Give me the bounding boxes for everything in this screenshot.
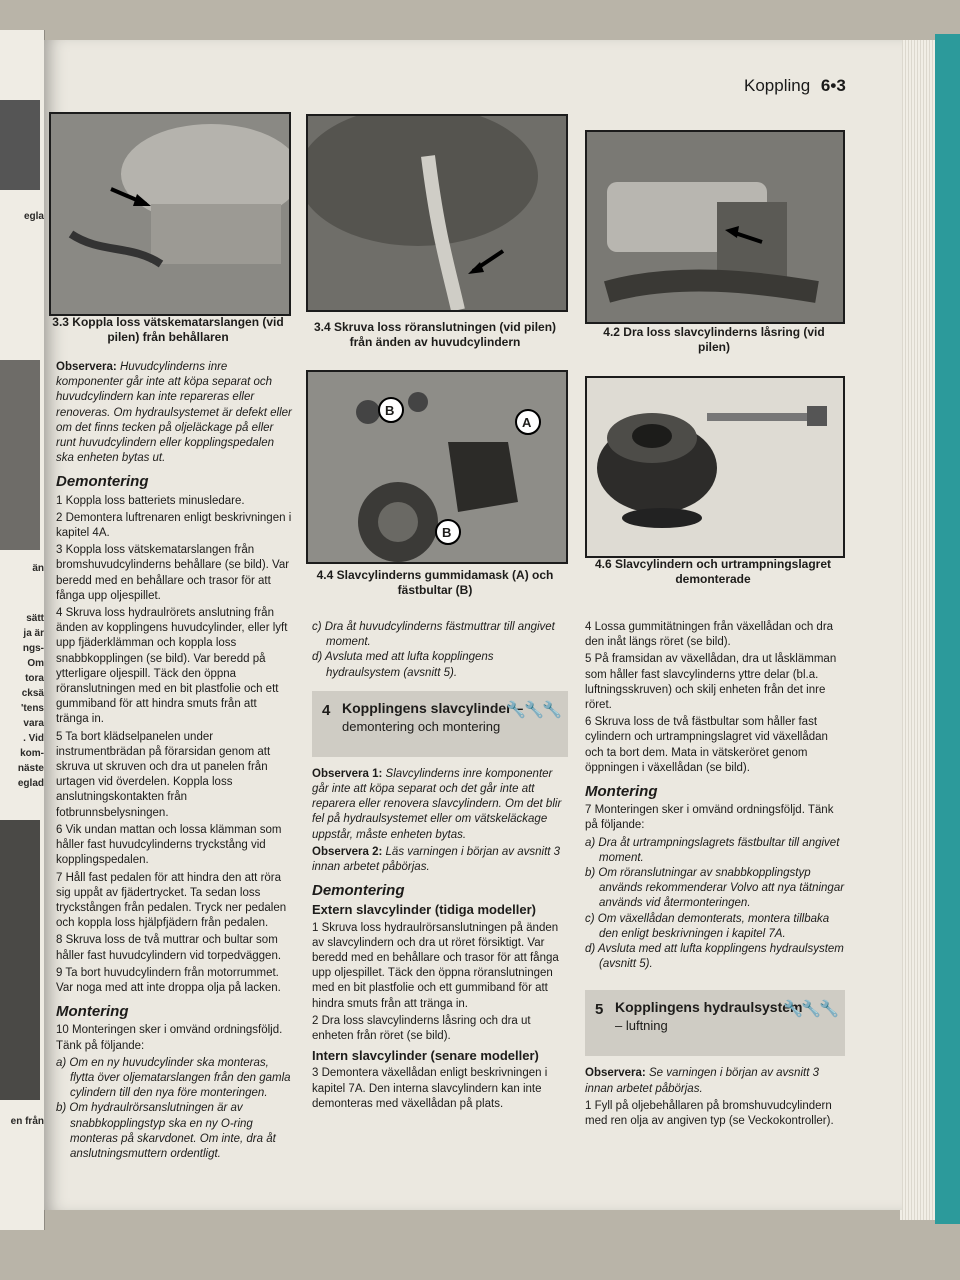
col3-note-label: Observera: — [585, 1067, 646, 1080]
facing-page-text: ja är — [23, 628, 44, 639]
facing-page-text: näste — [17, 763, 44, 774]
col1-note-text: Huvudcylinderns inre komponenter går inte att köpa separat och huvudcylindern kan inte repareras eller renoveras. Om hydraulsystemet är defekt eller om det finns tecken på oljeläckage på eller runt huvudcylindern eller kopplingspedalen ska enheten bytas ut. — [56, 361, 292, 465]
col2-note-2 — [312, 845, 568, 875]
facing-page-text: Om — [27, 658, 44, 669]
col3-para-5: 5 På framsidan av växellådan, dra ut låsklämman som håller fast slavcylinderns yttre delar (bl.a. luftningsskruven) och skilj enheten från det inre röret. — [585, 653, 837, 712]
caption-4-6: 4.6 Slavcylindern och urtrampningslagret demonterade — [594, 557, 832, 586]
col1-montering-intro: 10 Monteringen sker i omvänd ordningsföljd. Tänk på följande: — [56, 1024, 283, 1052]
facing-page-text: tora — [25, 673, 44, 684]
col3-note — [585, 1066, 845, 1096]
col1-step-4: 4 Skruva loss hydraulrörets anslutning från änden av kopplingens huvudcylinder, eller lyft upp fjäderklämman och koppla loss snabbkopplingen (se bild). Var beredd på ytterligare oljespill. Täck den öppna röranslutningen med en bit plastfolie och ett gummiband för att hindra smuts från att tränga in. — [56, 607, 288, 726]
col2-para-2: 2 Dra loss slavcylinderns låsring och dra ut enheten från röret (se bild). — [312, 1014, 531, 1043]
col3-para-4: 4 Lossa gummitätningen från växellådan och dra den inåt längs röret (se bild). — [585, 621, 834, 649]
manual-page — [44, 40, 902, 1210]
col1-step-8: 8 Skruva loss de två muttrar och bultar som håller fast huvudcylindern vid torpedväggen. — [56, 934, 282, 962]
book-cover — [935, 34, 960, 1224]
col1-heading-demontering: Demontering — [56, 473, 149, 491]
column-2 — [312, 620, 568, 1114]
col3-item-b: b) Om röranslutningar av snabbkopplingstyp används rekommenderar Volvo att nya tätningar används vid återmonteringen. — [585, 867, 845, 910]
col1-step-5: 5 Ta bort klädselpanelen under instrumentbrädan på förarsidan genom att skruva ut skruven och dra ut panelen från urtagen vid överdelen. Koppla loss anslutningskontakten från fotbrunnsbelysningen. — [56, 730, 271, 819]
section-4-subtitle: demontering och montering — [342, 718, 501, 734]
col2-heading-extern: Extern slavcylinder (tidiga modeller) — [312, 902, 536, 918]
col1-step-3: 3 Koppla loss vätskematarslangen från bromshuvudcylinderns behållare (se bild). Var beredd med en behållare och trasor för att fånga upp oljespillet. — [56, 544, 290, 602]
col2-heading-intern: Intern slavcylinder (senare modeller) — [312, 1048, 539, 1064]
facing-page — [0, 30, 45, 1230]
col1-note — [56, 360, 292, 466]
photo-label-b-top: B — [385, 403, 395, 418]
facing-page-text: 'tens — [21, 703, 44, 714]
facing-page-text: en från — [10, 1116, 44, 1127]
caption-3-4: 3.4 Skruva loss röranslutningen (vid pilen) från änden av huvudcylindern — [313, 320, 557, 349]
photo-4-2 — [585, 130, 845, 324]
difficulty-wrench-icon: 🔧🔧🔧 — [783, 1001, 837, 1019]
facing-page-text: ngs- — [22, 643, 44, 654]
facing-page-photo — [0, 360, 40, 550]
page-number: 6•3 — [820, 76, 846, 95]
section-4-title: Kopplingens slavcylinder – — [342, 699, 524, 716]
section-5-heading — [585, 990, 845, 1056]
col2-note-1-text: Slavcylinderns inre komponenter går inte att köpa separat och det går inte att reparera eller renovera slavcylindern. Om det blir fel på hydraulsystemet eller om vätskeläckage uppstår, måste enheten bytas. — [312, 767, 562, 841]
caption-4-4: 4.4 Slavcylinderns gummidamask (A) och fästbultar (B) — [316, 568, 554, 597]
col1-step-2: 2 Demontera luftrenaren enligt beskrivningen i kapitel 4A. — [56, 511, 292, 540]
col1-step-6: 6 Vik undan mattan och lossa klämman som håller fast huvudcylinderns tryckstång vid kopplingspedalen. — [56, 823, 282, 867]
photo-4-4 — [306, 370, 568, 564]
col2-note-2-text: Läs varningen i början av avsnitt 3 innan arbetet påbörjas. — [312, 845, 561, 874]
facing-page-text: cksä — [21, 688, 44, 699]
col2-note-1 — [312, 767, 568, 843]
col3-item-d: d) Avsluta med att lufta kopplingens hydraulsystem (avsnitt 5). — [585, 943, 844, 971]
running-head — [744, 76, 846, 96]
col2-item-c: c) Dra åt huvudcylinderns fästmuttrar till angivet moment. — [312, 621, 555, 649]
facing-page-text: sätt — [26, 613, 44, 624]
col2-heading-demontering: Demontering — [312, 882, 405, 900]
col1-step-1: 1 Koppla loss batteriets minusledare. — [56, 494, 245, 507]
column-3 — [585, 620, 845, 1131]
facing-page-text: eglad — [17, 778, 44, 789]
col3-para-7: 7 Monteringen sker i omvänd ordningsföljd. Tänk på följande: — [585, 804, 834, 832]
difficulty-wrench-icon: 🔧🔧🔧 — [506, 701, 560, 719]
col3-item-a: a) Dra åt urtrampningslagrets fästbultar till angivet moment. — [585, 836, 840, 864]
photo-3-3 — [49, 112, 291, 316]
photo-3-4 — [306, 114, 568, 312]
facing-page-text: än — [32, 563, 44, 574]
photo-label-a: A — [522, 415, 532, 430]
photo-4-6 — [585, 376, 845, 558]
col1-step-7: 7 Håll fast pedalen för att hindra den att röra sig uppåt av fjädertrycket. Ta sedan loss tryckstången från pedalen. Tryck ner pedalen och koppla loss hjälpfjädern från pedalen. — [56, 871, 287, 930]
photo-4-2-graphic — [587, 132, 843, 322]
facing-page-text: . Vid — [23, 733, 44, 744]
col3-heading-montering: Montering — [585, 783, 658, 801]
column-1 — [56, 360, 292, 1162]
facing-page-text: kom- — [20, 748, 44, 759]
facing-page-photo — [0, 100, 40, 190]
facing-page-text: vara — [23, 718, 44, 729]
col2-item-d: d) Avsluta med att lufta kopplingens hydraulsystem (avsnitt 5). — [312, 651, 494, 679]
photo-3-4-graphic — [308, 116, 566, 310]
col3-item-c: c) Om växellådan demonterats, montera tillbaka den enligt beskrivningen i kapitel 7A. — [585, 912, 830, 940]
chapter-title: Koppling — [744, 76, 811, 95]
col1-heading-montering: Montering — [56, 1003, 129, 1021]
caption-4-2: 4.2 Dra loss slavcylinderns låsring (vid pilen) — [603, 325, 825, 354]
col3-note-text: Se varningen i början av avsnitt 3 innan arbetet påbörjas. — [585, 1067, 819, 1095]
col1-note-label: Observera: — [56, 361, 117, 373]
col1-montering-item-b: b) Om hydraulrörsanslutningen är av snabbkopplingstyp ska en ny O-ring monteras på skarvdonet. Om inte, dra åt anslutningsmuttern ordentligt. — [56, 1102, 276, 1160]
caption-3-3: 3.3 Koppla loss vätskematarslangen (vid pilen) från behållaren — [52, 315, 284, 344]
col1-montering-item-a: a) Om en ny huvudcylinder ska monteras, flytta över oljematarslangen från den gamla cylindern till den nya före monteringen. — [56, 1056, 291, 1100]
photo-4-6-graphic — [587, 378, 843, 556]
col3-para-1: 1 Fyll på oljebehållaren på bromshuvudcylindern med ren olja av angiven typ (se Veckokontroller). — [585, 1099, 834, 1128]
facing-page-text: egla — [23, 211, 44, 222]
photo-3-3-graphic — [51, 114, 289, 314]
section-4-number: 4 — [322, 701, 331, 719]
section-4-heading — [312, 691, 568, 757]
section-5-subtitle: – luftning — [615, 1018, 668, 1034]
col2-para-3: 3 Demontera växellådan enligt beskrivningen i kapitel 7A. Den interna slavcylindern kan inte demonteras med växellådan på plats. — [312, 1067, 548, 1110]
col3-para-6: 6 Skruva loss de två fästbultar som håller fast cylindern och urtrampningslagret vid växellådan och ta bort dem. Mata in vätskeröret genom öppningen i växellådan (se bild). — [585, 716, 828, 774]
section-5-number: 5 — [595, 1001, 604, 1019]
col1-step-9: 9 Ta bort huvudcylindern från motorrummet. Var noga med att inte droppa olja på lacken. — [56, 966, 281, 994]
photo-4-4-graphic — [308, 372, 566, 562]
col2-para-1: 1 Skruva loss hydraulrörsanslutningen på änden av slavcylindern och dra ut röret försiktigt. Var beredd med en behållare och trasor för att fånga upp oljespillet. Täck den öppna röranslutningen med en bit plastfolie och ett gummiband för att hindra smuts från att tränga in. — [312, 921, 559, 1010]
section-5-title: Kopplingens hydraulsystem — [615, 999, 803, 1016]
photo-label-b-bottom: B — [442, 525, 452, 540]
col2-note-2-label: Observera 2: — [312, 845, 383, 858]
facing-page-photo — [0, 820, 40, 1100]
col2-note-1-label: Observera 1: — [312, 767, 383, 780]
